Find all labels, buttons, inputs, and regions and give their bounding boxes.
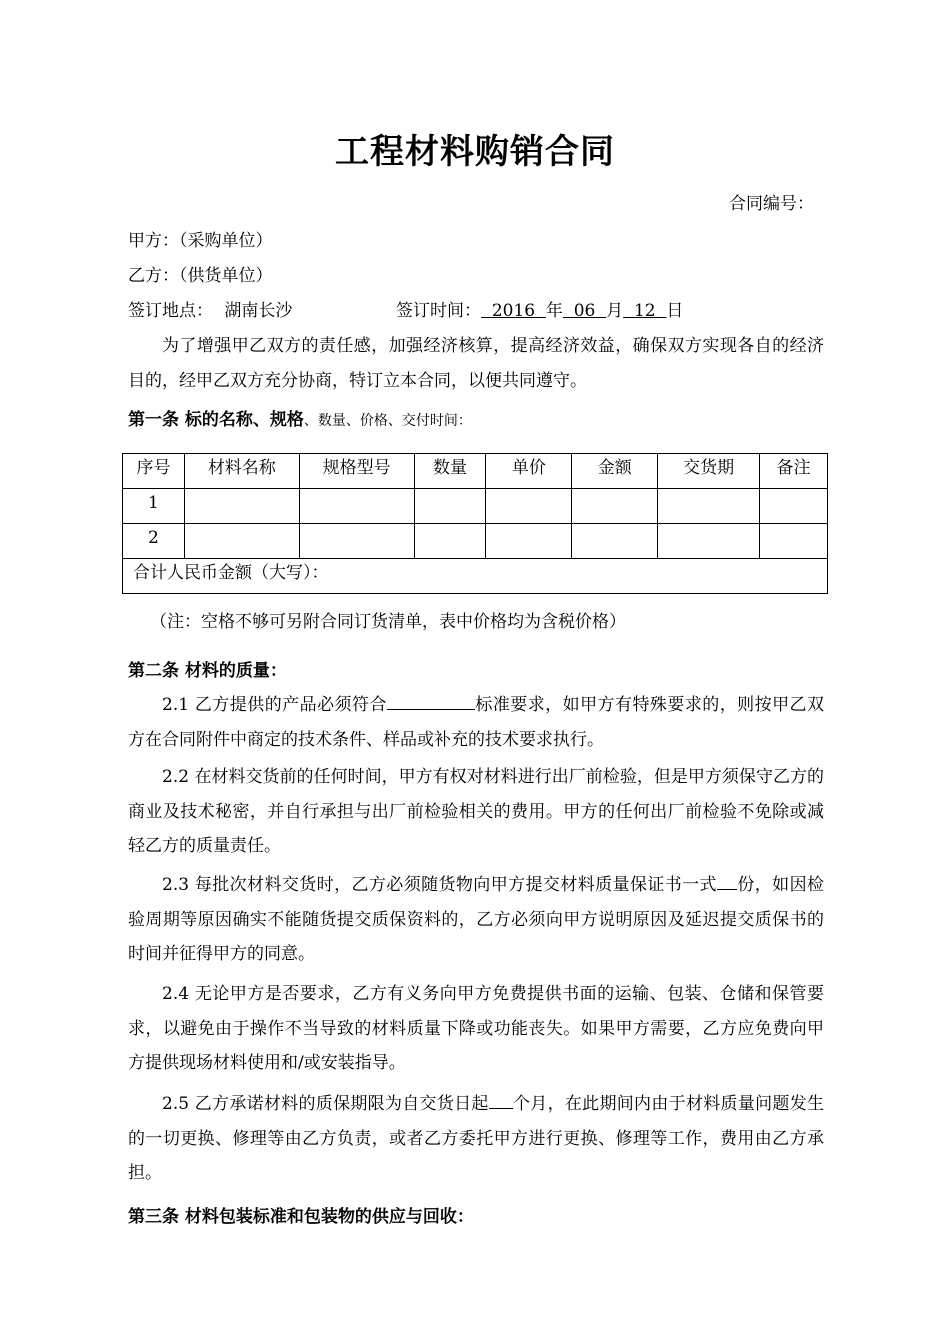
document-title: 工程材料购销合同: [335, 132, 615, 172]
header-cell: 序号: [123, 454, 185, 489]
table-cell: [299, 524, 414, 559]
table-cell: [658, 524, 760, 559]
header-cell: 备注: [760, 454, 828, 489]
article-2-2: 2.2 在材料交货前的任何时间，甲方有权对材料进行出厂前检验，但是甲方须保守乙方的商业及技术秘密，并自行承担与出厂前检验相关的费用。甲方的任何出厂前检验不免除或减轻乙方的质量责任。: [128, 767, 824, 856]
table-cell: [184, 524, 299, 559]
article-2-4: 2.4 无论甲方是否要求，乙方有义务向甲方免费提供书面的运输、包装、仓储和保管要求，以避免由于操作不当导致的材料质量下降或功能丧失。如果甲方需要，乙方应免费向甲方提供现场材料使用和/或安装指导。: [128, 984, 824, 1073]
table-total-row: [123, 559, 828, 594]
table-cell: [760, 524, 828, 559]
intro-paragraph: 为了增强甲乙双方的责任感，加强经济核算，提高经济效益，确保双方实现各自的经济目的，经甲乙双方充分协商，特订立本合同，以便共同遵守。: [128, 336, 824, 391]
table-row: [123, 489, 828, 524]
contract-number-label: 合同编号：: [729, 194, 814, 214]
table-cell: [760, 489, 828, 524]
table-cell: [658, 489, 760, 524]
article-1-heading-rest: 、数量、价格、交付时间：: [303, 413, 472, 429]
table-cell: [572, 524, 658, 559]
warranty-months-blank: [489, 1088, 513, 1109]
table-note: （注：空格不够可另附合同订货清单，表中价格均为含税价格）: [150, 612, 626, 632]
table-cell: 2: [123, 524, 185, 559]
copies-blank: [717, 869, 737, 890]
article-1-heading-bold: 第一条 标的名称、规格: [128, 410, 304, 430]
header-cell: 单价: [486, 454, 572, 489]
article-2-3: 2.3 每批次材料交货时，乙方必须随货物向甲方提交材料质量保证书一式 份，如因检验周期等原因确实不能随货提交质保资料的，乙方必须向甲方说明原因及延迟提交质保书的时间并征得甲方的同意。: [128, 868, 824, 972]
table-row: [123, 524, 828, 559]
table-cell: [184, 489, 299, 524]
table-cell: 1: [123, 489, 185, 524]
day-char: 日: [666, 301, 684, 321]
table-cell: [299, 489, 414, 524]
sign-day: 12: [633, 301, 656, 321]
standard-blank: [387, 689, 475, 710]
table-cell: [572, 489, 658, 524]
article-3-heading: 第三条 材料包装标准和包装物的供应与回收：: [128, 1207, 474, 1227]
header-cell: 金额: [572, 454, 658, 489]
header-cell: 规格型号: [299, 454, 414, 489]
header-cell: 交货期: [658, 454, 760, 489]
article-2-heading: 第二条 材料的质量：: [128, 661, 287, 681]
header-cell: 材料名称: [184, 454, 299, 489]
sign-place-line: [128, 300, 292, 322]
sign-month: 06: [573, 301, 596, 321]
year-char: 年: [545, 301, 563, 321]
article-1-heading: [128, 409, 472, 432]
table-header-row: [123, 454, 828, 489]
table-cell: [486, 524, 572, 559]
article-2-5: 2.5 乙方承诺材料的质保期限为自交货日起 个月，在此期间内由于材料质量问题发生的一切更换、修理等由乙方负责，或者乙方委托甲方进行更换、修理等工作，费用由乙方承担。: [128, 1087, 824, 1191]
sign-time-line: [396, 300, 683, 322]
table-cell: [486, 489, 572, 524]
sign-place-value: 湖南长沙: [224, 301, 293, 321]
sign-time-label: 签订时间：: [396, 301, 481, 321]
total-amount-label: 合计人民币金额（大写）：: [123, 559, 828, 594]
table-cell: [414, 489, 486, 524]
materials-table: [122, 453, 828, 594]
table-cell: [414, 524, 486, 559]
header-cell: 数量: [414, 454, 486, 489]
party-b: 乙方：（供货单位）: [128, 266, 273, 286]
sign-place-label: 签订地点：: [128, 301, 213, 321]
month-char: 月: [606, 301, 624, 321]
sign-year: 2016: [491, 301, 536, 321]
article-2-1: 2.1 乙方提供的产品必须符合 标准要求，如甲方有特殊要求的，则按甲乙双方在合同附件中商定的技术条件、样品或补充的技术要求执行。: [128, 688, 824, 757]
party-a: 甲方：（采购单位）: [128, 231, 273, 251]
